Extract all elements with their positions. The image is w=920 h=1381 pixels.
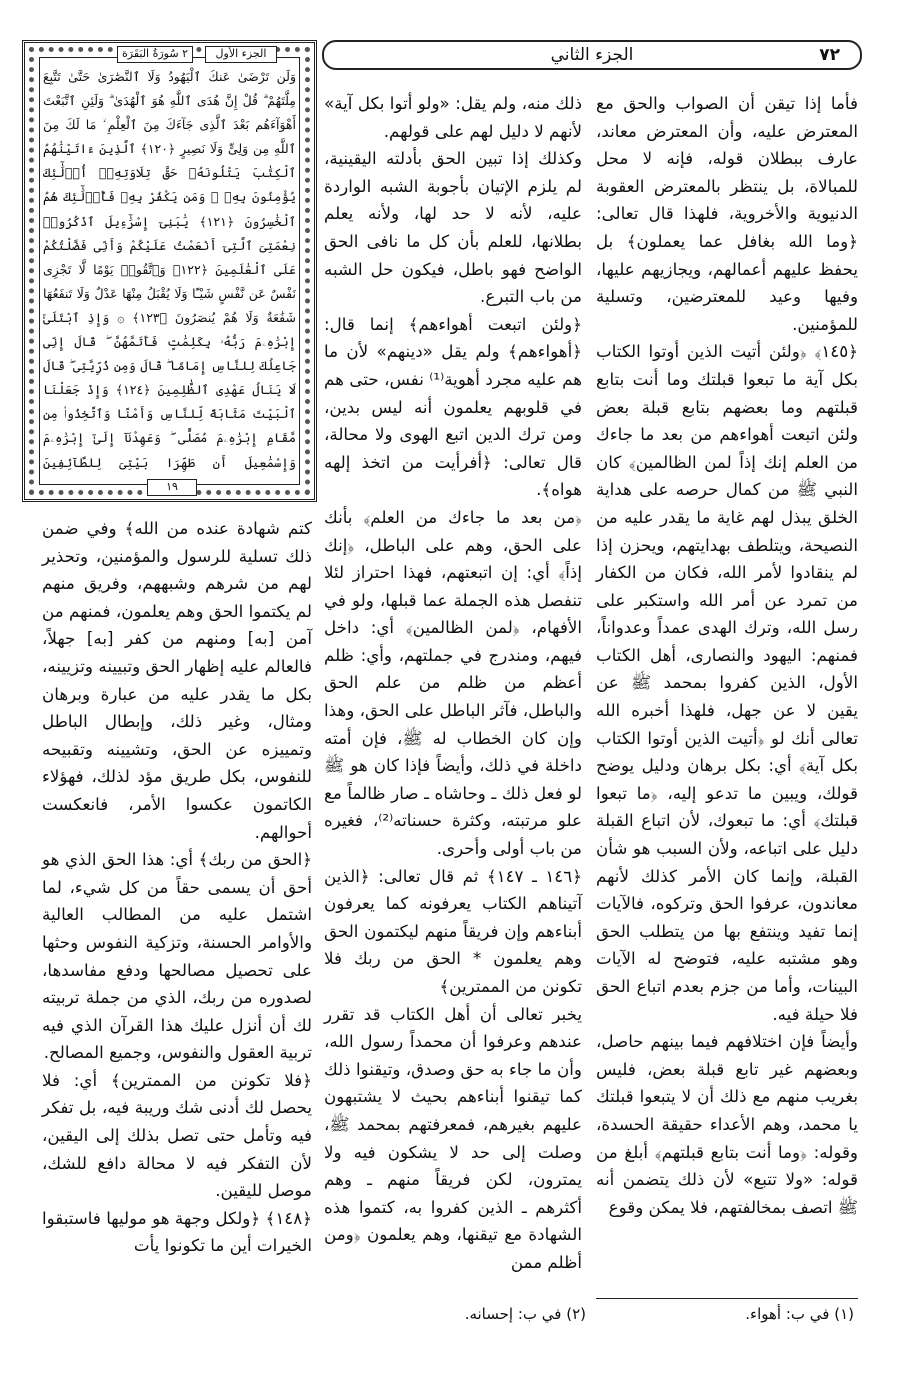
quran-frame — [22, 40, 317, 502]
footnote-2: (٢) في ب: إحسانه. — [464, 1305, 586, 1323]
paragraph: يخبر تعالى أن أهل الكتاب قد تقرر عندهم وعرفوا أن محمداً رسول الله، وأن ما جاء به حق وصدق، وتيقنوا ذلك كما تيقنوا أبناءهم بحيث لا يشتبهون عليهم بغيرهم، فمعرفتهم بمحمد ﷺ، وصلت إلى حد لا يشكون فيه ولا يمترون، لكن فريقاً منهم ـ وهم أكثرهم ـ الذين كفروا به، كتموا هذه الشهادة مع تيقنها، وهم يعلمون ﴿ومن أظلم ممن — [324, 1003, 582, 1272]
footnote-divider — [596, 1298, 858, 1299]
page-number: ٧٢ — [819, 45, 840, 65]
paragraph: فأما إذا تيقن أن الصواب والحق مع المعترض عليه، وأن المعترض معاند، عارف ببطلان قوله، فإنه لا محل للمبالاة، بل ينتظر بالمعترض العقوبة الدنيوية والأخروية، فلهذا قال تعالى: ﴿وما الله بغافل عما يعملون﴾ بل يحفظ عليهم أعمالهم، ويجازيهم عليها، وفيها وعيد للمعترضين، وتسلية للمؤمنين. — [596, 93, 858, 334]
text-column-middle — [324, 90, 582, 1277]
juz-label: الجزء الأول — [205, 46, 277, 63]
text-column-left — [42, 515, 312, 1260]
text-column-right — [596, 90, 858, 1221]
quran-verses: وَلَن تَرْضَىٰ عَنكَ ٱلْيَهُودُ وَلَا ٱلنَّصَٰرَىٰ حَتَّىٰ تَتَّبِعَ مِلَّتَهُمْ ۗ قُلْ إِنَّ هُدَى ٱللَّهِ هُوَ ٱلْهُدَىٰ ۗ وَلَئِنِ ٱتَّبَعْتَ أَهْوَآءَهُم بَعْدَ ٱلَّذِى جَآءَكَ مِنَ ٱلْعِلْمِ ۙ مَا لَكَ مِنَ ٱللَّهِ مِن وَلِىٍّ وَلَا نَصِيرٍ ﴿١٢٠﴾ ٱلَّذِينَ ءَاتَيْنَٰهُمُ ٱلْكِتَٰبَ يَتْلُونَهُۥ حَقَّ تِلَاوَتِهِۦٓ أُو۟لَٰٓئِكَ يُؤْمِنُونَ بِهِۦ ۗ وَمَن يَكْفُرْ بِهِۦ فَأُو۟لَٰٓئِكَ هُمُ ٱلْخَٰسِرُونَ ﴿١٢١﴾ يَٰبَنِىٓ إِسْرَٰٓءِيلَ ٱذْكُرُوا۟ نِعْمَتِىَ ٱلَّتِىٓ أَنْعَمْتُ عَلَيْكُمْ وَأَنِّى فَضَّلْتُكُمْ عَلَى ٱلْعَٰلَمِينَ ﴿١٢٢﴾ وَٱتَّقُوا۟ يَوْمًا لَّا تَجْزِى نَفْسٌ عَن نَّفْسٍ شَيْـًٔا وَلَا يُقْبَلُ مِنْهَا عَدْلٌ وَلَا تَنفَعُهَا شَفَٰعَةٌ وَلَا هُمْ يُنصَرُونَ ﴿١٢٣﴾ ۞ وَإِذِ ٱبْتَلَىٰٓ إِبْرَٰهِۦمَ رَبُّهُۥ بِكَلِمَٰتٍ فَأَتَمَّهُنَّ ۖ قَالَ إِنِّى جَاعِلُكَ لِلنَّاسِ إِمَامًا ۖ قَالَ وَمِن ذُرِّيَّتِى ۖ قَالَ لَا يَنَالُ عَهْدِى ٱلظَّٰلِمِينَ ﴿١٢٤﴾ وَإِذْ جَعَلْنَا ٱلْبَيْتَ مَثَابَةً لِّلنَّاسِ وَأَمْنًا وَٱتَّخِذُوا۟ مِن مَّقَامِ إِبْرَٰهِۦمَ مُصَلًّى ۖ وَعَهِدْنَآ إِلَىٰٓ إِبْرَٰهِۦمَ وَإِسْمَٰعِيلَ أَن طَهِّرَا بَيْتِىَ لِلطَّآئِفِينَ — [43, 69, 296, 470]
paragraph: ﴿من بعد ما جاءك من العلم﴾ بأنك على الحق، وهم على الباطل، ﴿إنك إذاً﴾ أي: إن اتبعتهم، فهذا احتراز لئلا تنفصل هذه الجملة عما قبلها، ولو في الأفهام، ﴿لمن الظالمين﴾ أي: داخل فيهم، ومندرج في جملتهم، وأي: ظلم أعظم من ظلم من علم الحق والباطل، فآثر الباطل على الحق، وهذا وإن كان الخطاب له ﷺ، فإن أمته داخلة في ذلك، وأيضاً فإذا كان هو ﷺ لو فعل ذلك ـ وحاشاه ـ صار ظالماً مع علو مرتبته، وكثرة حسناته⁽²⁾، فغيره من باب أولى وأحرى. — [324, 506, 582, 859]
paragraph: ﴿١٤٦ ـ ١٤٧﴾ ثم قال تعالى: ﴿الذين آتيناهم الكتاب يعرفونه كما يعرفون أبناءهم وإن فريقاً منهم ليكتمون الحق وهم يعلمون * الحق من ربك فلا تكونن من الممترين﴾ — [324, 865, 583, 996]
paragraph: ﴿١٤٥﴾ ﴿ولئن أتيت الذين أوتوا الكتاب بكل آية ما تبعوا قبلتك وما أنت بتابع قبلتهم وما بعضهم بتابع قبلة بعض ولئن اتبعت أهواءهم من بعد ما جاءك من العلم إنك إذاً لمن الظالمين﴾ كان النبي ﷺ من كمال حرصه على هداية الخلق يبذل لهم غاية ما يقدر عليه من النصيحة، ويتلطف بهدايتهم، ويحزن إذا لم ينقادوا لأمر الله، فكان من الكفار من تمرد عن أمر الله واستكبر على رسل الله، وترك الهدى عمداً وعدواناً، فمنهم: اليهود والنصارى، أهل الكتاب الأول، الذين كفروا بمحمد ﷺ عن يقين لا عن جهل، فلهذا أخبره الله تعالى أنك لو ﴿أتيت الذين أوتوا الكتاب بكل آية﴾ أي: بكل برهان ودليل يوضح قولك، ويبين ما تدعو إليه، ﴿ما تبعوا قبلتك﴾ أي: ما تبعوك، لأن اتباع القبلة دليل على اتباعه، ولأن السبب هو شأن القبلة، وإنما كان الأمر كذلك لأنهم معاندون، عرفوا الحق وتركوه، فالآيات إنما تفيد وينتفع بها من يتطلب الحق وهو مشتبه عليه، فتوضح له الآيات البينات، وأما من جزم بعدم اتباع الحق فلا حيلة فيه. — [596, 341, 858, 1024]
paragraph: كتم شهادة عنده من الله﴾ وفي ضمن ذلك تسلية للرسول والمؤمنين، وتحذير لهم من شرهم وشبههم، وفريق منهم لم يكتموا الحق وهم يعلمون، فمنهم من آمن [به] ومنهم من كفر [به] جهلاً، فالعالم عليه إظهار الحق وتبيينه وتزيينه، بكل ما يقدر عليه من عبارة وبرهان ومثال، وغير ذلك، وإبطال الباطل وتمييزه عن الحق، وتشيينه وتقبيحه للنفوس، بكل طريق مؤد لذلك، فهؤلاء الكاتمون عكسوا الأمر، فانعكست أحوالهم. — [42, 518, 312, 842]
paragraph: ﴿ولئن اتبعت أهواءهم﴾ إنما قال: ﴿أهواءهم﴾ ولم يقل «دينهم» لأن ما هم عليه مجرد أهوية⁽¹⁾ نفس، حتى هم في قلوبهم يعلمون أنه ليس بدين، ومن ترك الدين اتبع الهوى ولا محالة، قال تعالى: ﴿أفرأيت من اتخذ إلهه هواه﴾. — [324, 313, 582, 500]
surah-label: ٢ سُورَةُ البَقَرَة — [117, 46, 193, 63]
paragraph: ﴿١٤٨﴾ ﴿ولكل وجهة هو موليها فاستبقوا الخيرات أين ما تكونوا يأت — [42, 1207, 312, 1256]
paragraph: وكذلك إذا تبين الحق بأدلته اليقينية، لم يلزم الإتيان بأجوبة الشبه الواردة عليه، لأنه لا حد لها، ولأنه يعلم بطلانها، للعلم بأن كل ما نافى الحق الواضح فهو باطل، فيكون حل الشبه من باب التبرع. — [324, 148, 582, 307]
running-header — [322, 40, 862, 70]
part-title: الجزء الثاني — [550, 45, 634, 65]
mushaf-page-number: ١٩ — [147, 479, 197, 496]
paragraph: ﴿فلا تكونن من الممترين﴾ أي: فلا يحصل لك أدنى شك وريبة فيه، بل تفكر فيه وتأمل حتى تصل بذلك إلى اليقين، لأن التفكر فيه لا محالة دافع للشك، موصل لليقين. — [42, 1069, 312, 1201]
footnote-1: (١) في ب: أهواء. — [745, 1305, 854, 1323]
paragraph: وأيضاً فإن اختلافهم فيما بينهم حاصل، وبعضهم غير تابع قبلة بعض، فليس بغريب منهم مع ذلك أن لا يتبعوا قبلتك يا محمد، وهم الأعداء حقيقة الحسدة، وقوله: ﴿وما أنت بتابع قبلتهم﴾ أبلغ من قوله: «ولا تتبع» لأن ذلك يتضمن أنه ﷺ اتصف بمخالفتهم، فلا يمكن وقوع — [596, 1031, 858, 1217]
paragraph: ذلك منه، ولم يقل: «ولو أتوا بكل آية» لأنهم لا دليل لهم على قولهم. — [324, 93, 582, 141]
paragraph: ﴿الحق من ربك﴾ أي: هذا الحق الذي هو أحق أن يسمى حقاً من كل شيء، لما اشتمل عليه من المطالب العالية والأوامر الحسنة، وتزكية النفوس وحثها على تحصيل مصالحها ودفع مفاسدها، لصدوره من ربك، الذي من جملة تربيته لك أن أنزل عليك هذا القرآن الذي فيه تربية العقول والنفوس، وجميع المصالح. — [42, 849, 312, 1063]
